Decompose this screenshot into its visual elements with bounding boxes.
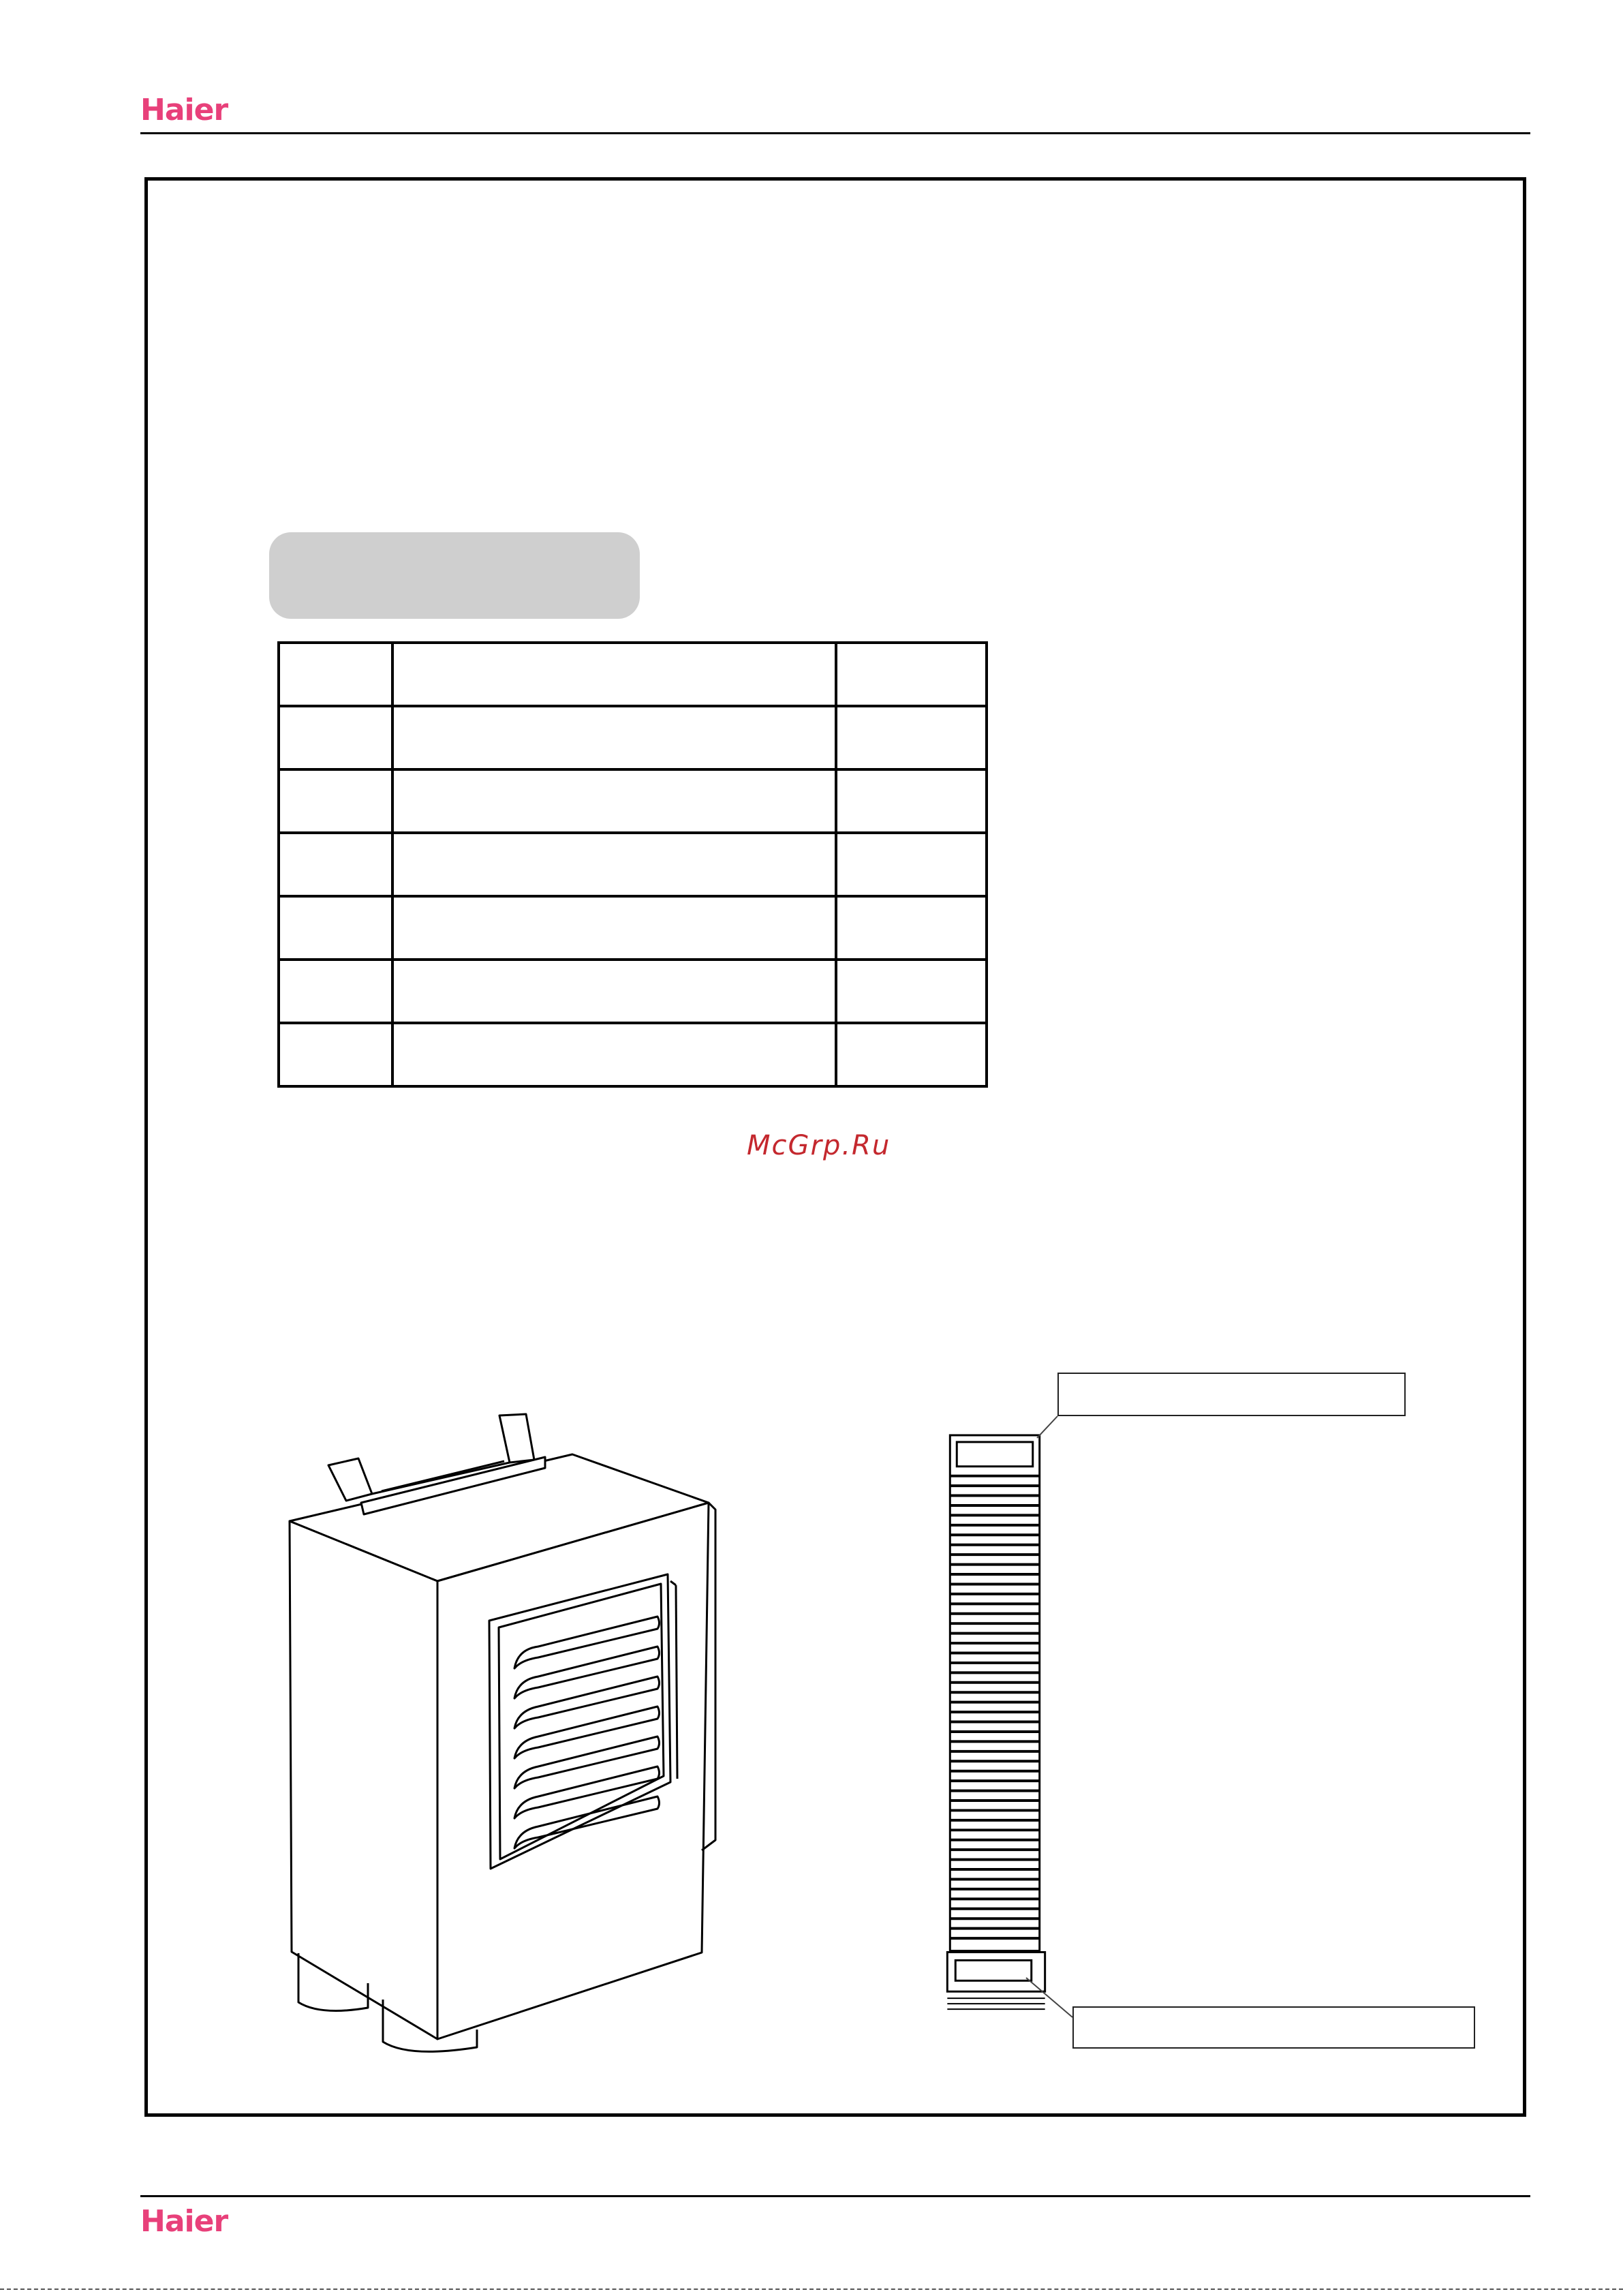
table-cell xyxy=(279,896,392,960)
footer-rule xyxy=(140,2195,1530,2197)
table-cell xyxy=(836,643,987,706)
table-cell xyxy=(279,706,392,769)
spec-table xyxy=(277,641,988,1088)
table-cell xyxy=(392,1023,836,1086)
table-cell xyxy=(279,1023,392,1086)
table-cell xyxy=(392,833,836,896)
table-cell xyxy=(836,833,987,896)
watermark-text: McGrp.Ru xyxy=(747,1130,891,1161)
table-cell xyxy=(836,1023,987,1086)
table-row xyxy=(279,1023,987,1086)
filter-bottom-callout xyxy=(1072,2006,1475,2049)
filter-top-callout xyxy=(1057,1373,1406,1416)
filter-illustration xyxy=(944,1428,1047,2025)
table-cell xyxy=(836,706,987,769)
section-title-pill xyxy=(269,532,640,619)
table-row xyxy=(279,769,987,833)
table-cell xyxy=(836,896,987,960)
table-cell xyxy=(836,960,987,1023)
table-row xyxy=(279,833,987,896)
page-edge-line xyxy=(0,2289,1623,2290)
table-cell xyxy=(836,769,987,833)
table-row xyxy=(279,896,987,960)
table-cell xyxy=(279,643,392,706)
table-cell xyxy=(392,706,836,769)
header-rule xyxy=(140,132,1530,134)
table-row xyxy=(279,643,987,706)
table-cell xyxy=(392,643,836,706)
table-row xyxy=(279,960,987,1023)
table-cell xyxy=(392,769,836,833)
footer-brand-logo: Haier xyxy=(140,2204,228,2239)
table-cell xyxy=(392,960,836,1023)
brand-logo: Haier xyxy=(140,93,228,127)
table-cell xyxy=(392,896,836,960)
table-cell xyxy=(279,833,392,896)
table-row xyxy=(279,706,987,769)
table-cell xyxy=(279,960,392,1023)
indoor-unit-illustration xyxy=(279,1411,729,2065)
table-cell xyxy=(279,769,392,833)
